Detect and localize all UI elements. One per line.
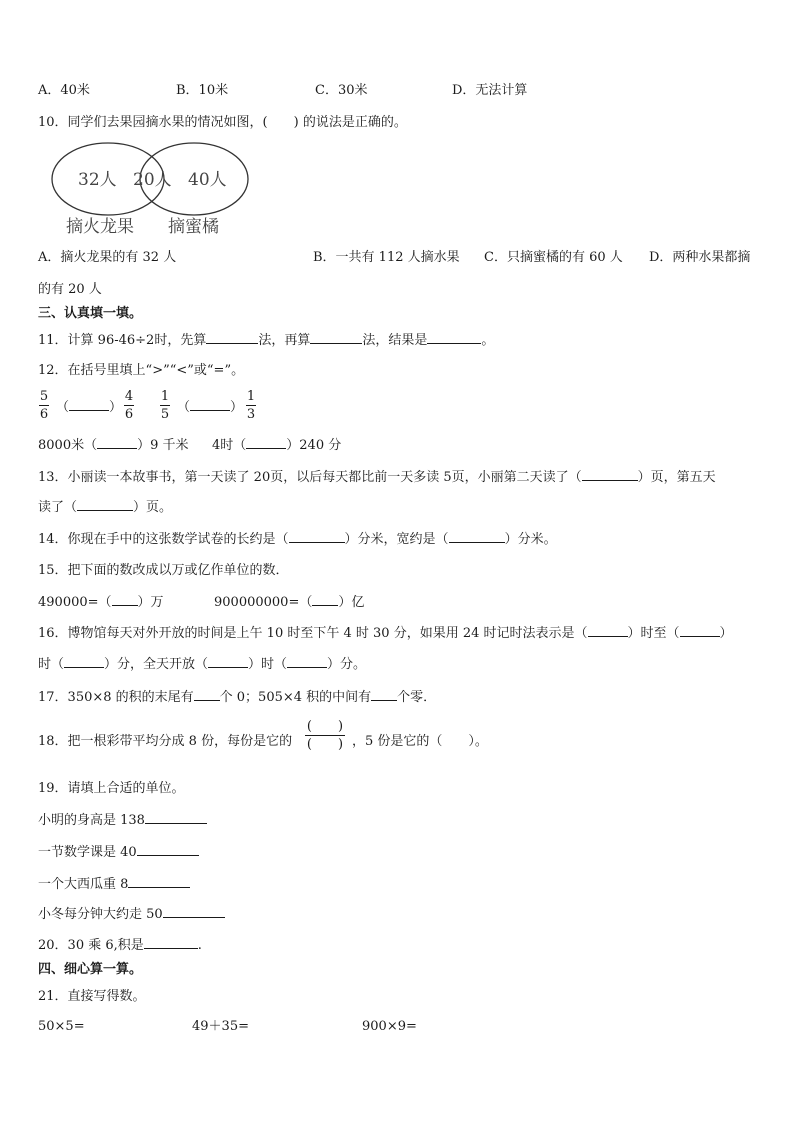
q18-numerator-blank[interactable]: ( ) (306, 719, 344, 734)
section-4-title: 四、细心算一算。 (38, 962, 143, 977)
q10-option-d-cont: 的有 20 人 (38, 282, 102, 297)
q19-blank-4[interactable] (163, 905, 225, 918)
venn-middle-value: 20人 (133, 170, 172, 190)
q20: 20．30 乘 6,积是 . (38, 938, 202, 953)
q14-blank-2[interactable] (449, 530, 505, 543)
q12-fraction-2 (124, 389, 134, 422)
q13-line-1: 13．小丽读一本故事书，第一天读了 20页，以后每天都比前一天多读 5页，小丽第二天读了（ ）页，第五天 (38, 470, 716, 485)
q13-blank-2[interactable] (77, 498, 133, 511)
q16-line-2: 时（ ）分，全天开放（ ）时（ ）分。 (38, 657, 367, 672)
q18-fraction (305, 719, 345, 752)
q9-option-b: B．10米 (176, 83, 229, 98)
venn-diagram (50, 140, 255, 240)
q19-blank-3[interactable] (128, 875, 190, 888)
venn-left-value: 32人 (78, 170, 117, 190)
q12-fraction-3-numerator: 1 (160, 389, 170, 404)
q12-fraction-1 (39, 389, 49, 422)
q19-blank-1[interactable] (145, 811, 207, 824)
q11-text-2: 法，再算 (258, 333, 311, 348)
q19-item-2: 一节数学课是 40 (38, 843, 199, 862)
q19-item-3: 一个大西瓜重 8 (38, 875, 190, 894)
q12-fraction-4 (246, 389, 256, 422)
q13-blank-1[interactable] (582, 468, 638, 481)
q16-blank-5[interactable] (287, 655, 327, 668)
venn-right-label: 摘蜜橘 (168, 217, 219, 237)
q12-compare-1: （ ） (56, 400, 123, 415)
q11-blank-1[interactable] (206, 331, 258, 344)
q18-text-2: ，5 份是它的（ ）。 (352, 734, 488, 749)
q10-stem: 10．同学们去果园摘水果的情况如图，( ) 的说法是正确的。 (38, 115, 407, 130)
q12-fraction-2-numerator: 4 (124, 389, 134, 404)
q19-item-1: 小明的身高是 138 (38, 811, 207, 830)
q19-item-4: 小冬每分钟大约走 50 (38, 905, 225, 924)
q11-blank-2[interactable] (310, 331, 362, 344)
q12-fraction-3 (160, 389, 170, 422)
q11-blank-3[interactable] (427, 331, 481, 344)
q12-blank-1[interactable] (69, 398, 109, 411)
q21-stem: 21．直接写得数。 (38, 989, 146, 1004)
q21-item-1: 50×5= (38, 1019, 85, 1034)
q12-fraction-2-denominator: 6 (124, 407, 134, 422)
q17-blank-2[interactable] (371, 688, 397, 701)
q12-row-2a: 8000米（ ）9 千米 (38, 438, 189, 453)
q10-option-b: B．一共有 112 人摘水果 (313, 250, 460, 265)
q12-fraction-4-numerator: 1 (246, 389, 256, 404)
q20-blank[interactable] (144, 936, 198, 949)
q16-line-1: 16．博物馆每天对外开放的时间是上午 10 时至下午 4 时 30 分，如果用 24 时记时法表示是（ ）时至（ ） (38, 626, 733, 641)
q18-text-1: 18．把一根彩带平均分成 8 份，每份是它的 (38, 734, 293, 749)
q18-denominator-blank[interactable]: ( ) (306, 737, 344, 752)
q12-fraction-3-denominator: 5 (160, 407, 170, 422)
q15-item-b: 900000000=（ ）亿 (214, 595, 365, 610)
q12-fraction-1-denominator: 6 (39, 407, 49, 422)
q16-blank-4[interactable] (208, 655, 248, 668)
q16-blank-2[interactable] (680, 624, 720, 637)
q11 (38, 331, 494, 350)
q16-blank-1[interactable] (588, 624, 628, 637)
q21-item-3: 900×9= (362, 1019, 417, 1034)
q16-blank-3[interactable] (64, 655, 104, 668)
q13-line-2: 读了（ ）页。 (38, 500, 173, 515)
q12-blank-4[interactable] (246, 436, 286, 449)
q21-item-2: 49＋35= (192, 1019, 249, 1034)
q10-option-d: D．两种水果都摘 (649, 250, 751, 265)
section-3-title: 三、认真填一填。 (38, 306, 143, 321)
q12-fraction-4-denominator: 3 (246, 407, 256, 422)
q10-option-c: C．只摘蜜橘的有 60 人 (484, 250, 623, 265)
q9-option-d: D．无法计算 (452, 83, 528, 98)
q19-blank-2[interactable] (137, 843, 199, 856)
q19-stem: 19．请填上合适的单位。 (38, 781, 185, 796)
q14: 14．你现在手中的这张数学试卷的长约是（ ）分米，宽约是（ ）分米。 (38, 532, 557, 547)
q9-option-a: A．40米 (38, 83, 90, 98)
q17-blank-1[interactable] (194, 688, 220, 701)
q12-fraction-1-numerator: 5 (39, 389, 49, 404)
q12-compare-2: （ ） (177, 400, 244, 415)
q17: 17．350×8 的积的末尾有 个 0；505×4 积的中间有 个零． (38, 690, 437, 705)
q9-option-c: C．30米 (315, 83, 368, 98)
q14-blank-1[interactable] (289, 530, 345, 543)
q11-text-3: 法，结果是 (362, 333, 428, 348)
q15-blank-1[interactable] (112, 593, 138, 606)
q11-text-4: 。 (481, 333, 495, 348)
q12-stem: 12．在括号里填上“>”“<”或“=”。 (38, 363, 245, 378)
q15-stem: 15．把下面的数改成以万或亿作单位的数． (38, 563, 289, 578)
q12-row-2b: 4时（ ）240 分 (212, 438, 342, 453)
q11-text-1: 11．计算 96-46÷2时，先算 (38, 333, 207, 348)
q15-blank-2[interactable] (312, 593, 338, 606)
q12-blank-3[interactable] (97, 436, 137, 449)
venn-left-label: 摘火龙果 (66, 217, 134, 237)
q12-blank-2[interactable] (190, 398, 230, 411)
venn-right-value: 40人 (188, 170, 227, 190)
q15-item-a: 490000=（ ）万 (38, 595, 164, 610)
q10-option-a: A．摘火龙果的有 32 人 (38, 250, 177, 265)
